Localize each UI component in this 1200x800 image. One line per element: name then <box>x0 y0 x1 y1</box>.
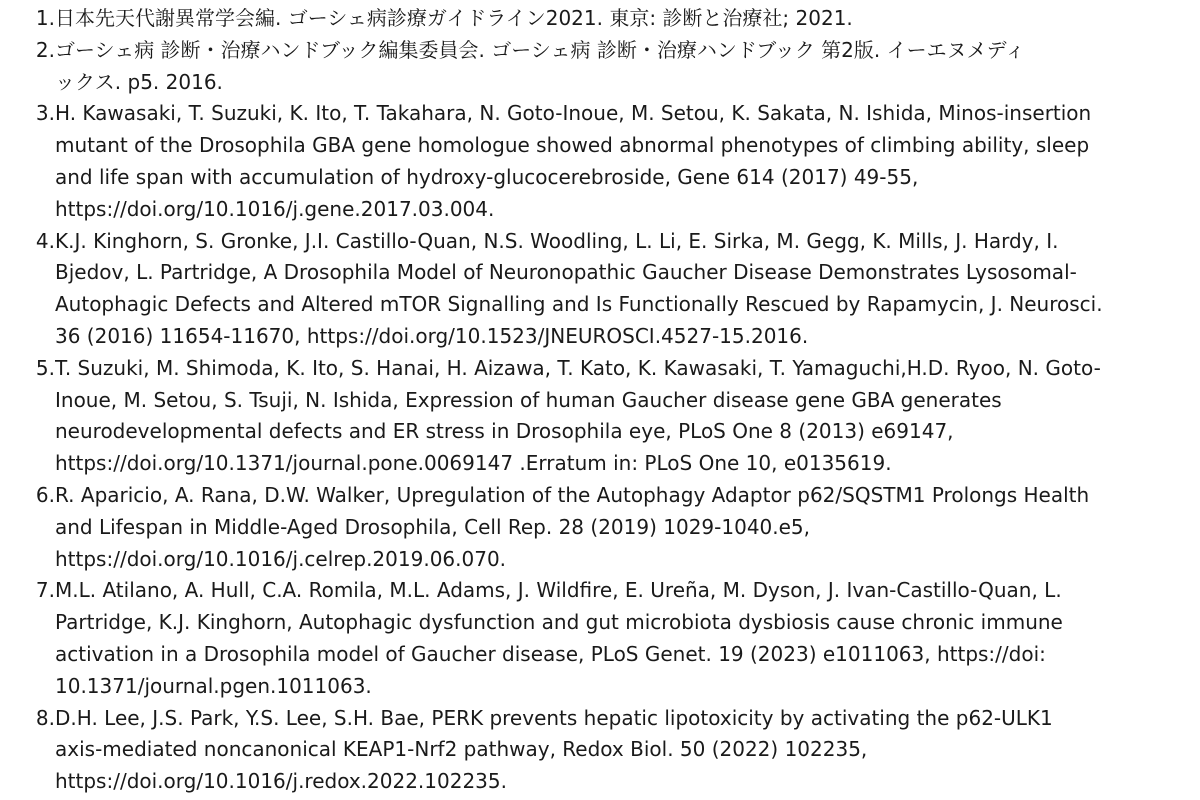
reference-item-3 <box>0 98 1200 225</box>
reference-line: Autophagic Defects and Altered mTOR Signalling and Is Functionally Rescued by Rapamycin, J. Neurosci. <box>55 292 1103 317</box>
reference-doi-line: 36 (2016) 11654-11670, https://doi.org/10.1523/JNEUROSCI.4527-15.2016. <box>55 323 809 348</box>
reference-text <box>55 226 1191 353</box>
reference-line: 日本先天代謝異常学会編. ゴーシェ病診療ガイドライン2021. 東京: 診断と治療社; 2021. <box>55 6 853 30</box>
reference-number: 5. <box>35 355 55 380</box>
reference-number: 3. <box>35 101 55 126</box>
reference-item-7 <box>0 575 1200 702</box>
reference-doi-line: https://doi.org/10.1371/journal.pone.0069147 .Erratum in: PLoS One 10, e0135619. <box>55 451 892 476</box>
reference-line: T. Suzuki, M. Shimoda, K. Ito, S. Hanai, H. Aizawa, T. Kato, K. Kawasaki, T. Yamaguchi,H.D. Ryoo, N. Goto- <box>55 355 1101 380</box>
reference-doi-line: https://doi.org/10.1016/j.redox.2022.102235. <box>55 769 507 794</box>
reference-item-8 <box>0 703 1200 798</box>
reference-line: neurodevelopmental defects and ER stress in Drosophila eye, PLoS One 8 (2013) e69147, <box>55 419 954 444</box>
reference-list <box>0 3 1200 798</box>
reference-text <box>55 3 1191 35</box>
reference-doi-line: https://doi.org/10.1016/j.gene.2017.03.004. <box>55 196 495 221</box>
reference-doi-line: https://doi.org/10.1016/j.celrep.2019.06.070. <box>55 546 507 571</box>
reference-item-4 <box>0 226 1200 353</box>
reference-item-2 <box>0 35 1200 99</box>
reference-number: 1. <box>35 6 55 30</box>
reference-item-1 <box>0 3 1200 35</box>
reference-line: and life span with accumulation of hydroxy-glucocerebroside, Gene 614 (2017) 49-55, <box>55 164 919 189</box>
reference-line: mutant of the Drosophila GBA gene homologue showed abnormal phenotypes of climbing ability, sleep <box>55 133 1090 158</box>
reference-line: axis-mediated noncanonical KEAP1-Nrf2 pathway, Redox Biol. 50 (2022) 102235, <box>55 737 868 762</box>
reference-text <box>55 35 1191 99</box>
reference-text <box>55 98 1191 225</box>
reference-line: and Lifespan in Middle-Aged Drosophila, Cell Rep. 28 (2019) 1029-1040.e5, <box>55 514 811 539</box>
reference-line: Inoue, M. Setou, S. Tsuji, N. Ishida, Expression of human Gaucher disease gene GBA generates <box>55 387 1002 412</box>
reference-line: R. Aparicio, A. Rana, D.W. Walker, Upregulation of the Autophagy Adaptor p62/SQSTM1 Prolongs Health <box>55 482 1090 507</box>
reference-line: M.L. Atilano, A. Hull, C.A. Romila, M.L. Adams, J. Wildfire, E. Ureña, M. Dyson, J. Ivan-Castillo-Quan, L. <box>55 578 1062 603</box>
reference-number: 7. <box>35 578 55 603</box>
reference-text <box>55 703 1191 798</box>
reference-line: ックス. p5. 2016. <box>55 69 223 94</box>
reference-text <box>55 480 1191 575</box>
reference-doi-line: 10.1371/journal.pgen.1011063. <box>55 673 372 698</box>
reference-number: 6. <box>35 482 55 507</box>
reference-item-6 <box>0 480 1200 575</box>
reference-item-5 <box>0 353 1200 480</box>
reference-text <box>55 575 1191 702</box>
reference-number: 4. <box>35 228 55 253</box>
reference-line: K.J. Kinghorn, S. Gronke, J.I. Castillo-Quan, N.S. Woodling, L. Li, E. Sirka, M. Gegg, K. Mills, J. Hardy, I. <box>55 228 1059 253</box>
reference-number: 2. <box>35 37 55 62</box>
reference-text <box>55 353 1191 480</box>
reference-line: D.H. Lee, J.S. Park, Y.S. Lee, S.H. Bae, PERK prevents hepatic lipotoxicity by activating the p62-ULK1 <box>55 705 1053 730</box>
reference-line: activation in a Drosophila model of Gaucher disease, PLoS Genet. 19 (2023) e1011063, https://doi: <box>55 641 1046 666</box>
reference-number: 8. <box>35 705 55 730</box>
reference-line: Bjedov, L. Partridge, A Drosophila Model of Neuronopathic Gaucher Disease Demonstrates Lysosomal- <box>55 260 1077 285</box>
reference-line: ゴーシェ病 診断・治療ハンドブック編集委員会. ゴーシェ病 診断・治療ハンドブック 第2版. イーエヌメディ <box>55 37 1026 62</box>
reference-line: H. Kawasaki, T. Suzuki, K. Ito, T. Takahara, N. Goto-Inoue, M. Setou, K. Sakata, N. Ishida, Minos-insertion <box>55 101 1092 126</box>
reference-line: Partridge, K.J. Kinghorn, Autophagic dysfunction and gut microbiota dysbiosis cause chronic immune <box>55 610 1063 635</box>
